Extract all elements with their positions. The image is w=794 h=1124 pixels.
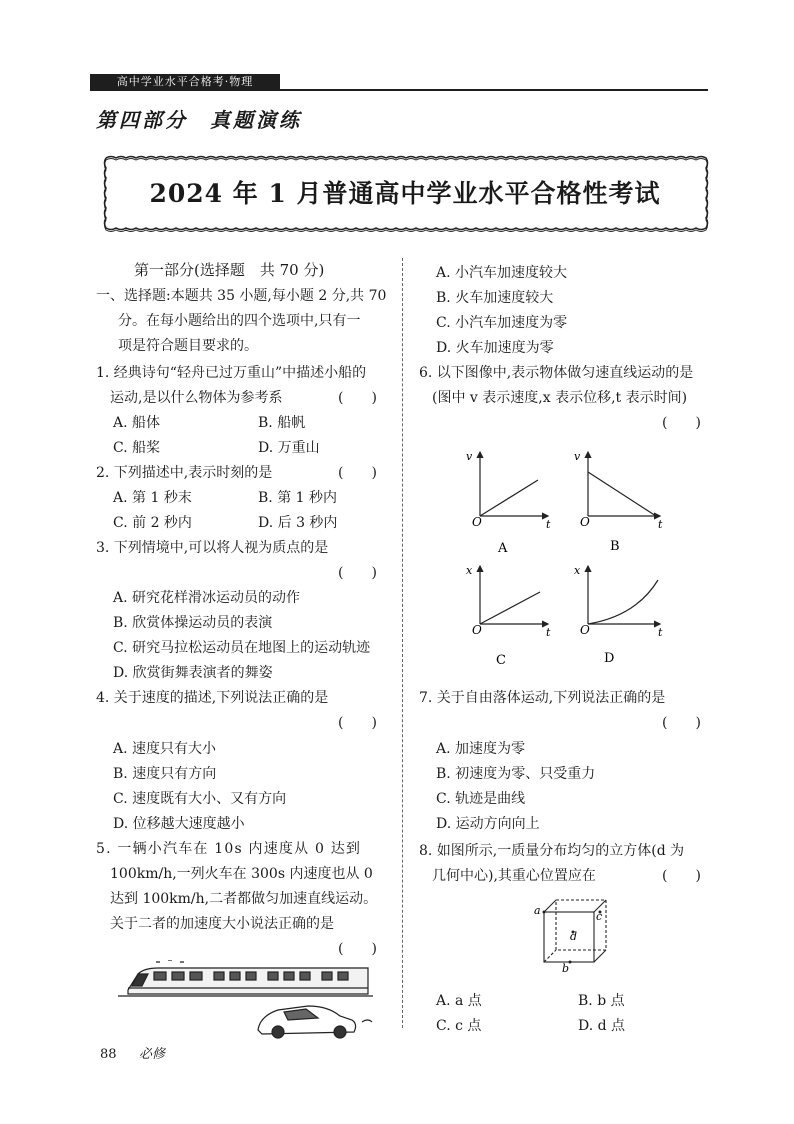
graph-a-origin: O [472, 515, 482, 529]
q2-option-c: C. 前 2 秒内 [113, 515, 192, 531]
q2-option-b: B. 第 1 秒内 [258, 490, 337, 506]
q3-option-d: D. 欣赏街舞表演者的舞姿 [113, 665, 273, 681]
instruction-line: 一、选择题:本题共 35 小题,每小题 2 分,共 70 [96, 288, 387, 304]
q5-stem: 5. 一辆小汽车在 10s 内速度从 0 达到 [96, 841, 362, 857]
q7-option-b: B. 初速度为零、只受重力 [436, 766, 596, 782]
q2-option-a: A. 第 1 秒末 [113, 490, 192, 506]
q1-option-c: C. 船桨 [113, 440, 161, 456]
exam-title: 2024 年 1 月普通高中学业水平合格性考试 [149, 179, 661, 208]
section-name: 真题演练 [210, 108, 302, 132]
q6-answer-blank: ( ) [662, 415, 701, 431]
graph-a-y-label: v [466, 450, 473, 463]
q8-answer-blank: ( ) [662, 868, 701, 884]
graph-c-x-label: t [546, 626, 551, 639]
cube-label-a: a [534, 904, 541, 917]
instructions [96, 284, 386, 359]
q5-option-c: C. 小汽车加速度为零 [436, 315, 568, 331]
q8-option-c: C. c 点 [436, 1018, 482, 1034]
q5-stem-4: 关于二者的加速度大小说法正确的是 [110, 916, 334, 932]
q3-option-b: B. 欣赏体操运动员的表演 [113, 615, 273, 631]
footer-label: 必修 [138, 1047, 165, 1062]
q8-option-a: A. a 点 [436, 993, 482, 1009]
part-title: 第一部分(选择题 共 70 分) [134, 261, 325, 279]
q4-answer-blank: ( ) [338, 715, 377, 731]
graph-a-x-label: t [546, 518, 551, 531]
q5-option-d: D. 火车加速度为零 [436, 340, 554, 356]
graph-b-origin: O [580, 515, 590, 529]
q2-stem: 2. 下列描述中,表示时刻的是 [96, 465, 273, 481]
q3-stem: 3. 下列情境中,可以将人视为质点的是 [96, 540, 329, 556]
page-number: 88 [100, 1047, 117, 1062]
graph-d-x-label: t [658, 626, 663, 639]
page-footer [100, 1043, 165, 1062]
q2-option-d: D. 后 3 秒内 [258, 515, 338, 531]
train-icon [118, 960, 373, 996]
graph-d-origin: O [580, 623, 590, 637]
cube-label-c: c [596, 910, 603, 923]
q7-option-a: A. 加速度为零 [436, 741, 526, 757]
q7-answer-blank: ( ) [662, 715, 701, 731]
graph-c [480, 566, 548, 624]
q4-option-c: C. 速度既有大小、又有方向 [113, 791, 287, 807]
q7-stem: 7. 关于自由落体运动,下列说法正确的是 [419, 690, 666, 706]
q8-option-d: D. d 点 [578, 1018, 626, 1034]
graph-d [588, 566, 660, 624]
q5-option-b: B. 火车加速度较大 [436, 290, 554, 306]
section-part: 第四部分 [96, 108, 188, 132]
q7-option-d: D. 运动方向向上 [436, 816, 540, 832]
graph-c-origin: O [472, 623, 482, 637]
q1-stem-2: 运动,是以什么物体为参考系 [110, 390, 283, 406]
q1-answer-blank: ( ) [338, 390, 377, 406]
instruction-line: 项是符合题目要求的。 [118, 338, 258, 354]
graph-c-label: C [496, 653, 506, 668]
graph-a-label: A [498, 541, 508, 556]
q8-stem-2: 几何中心),其重心位置应在 [432, 868, 596, 884]
cube-diagram [530, 892, 616, 976]
q4-stem: 4. 关于速度的描述,下列说法正确的是 [96, 690, 329, 706]
q3-answer-blank: ( ) [338, 565, 377, 581]
q8-stem: 8. 如图所示,一质量分布均匀的立方体(d 为 [419, 843, 685, 859]
graph-b-label: B [610, 539, 620, 554]
q5-answer-blank: ( ) [338, 941, 377, 957]
q5-stem-2: 100km/h,一列火车在 300s 内速度也从 0 [110, 866, 373, 882]
header-bar: 高中学业水平合格考·物理 [90, 74, 280, 90]
q3-option-a: A. 研究花样滑冰运动员的动作 [113, 590, 301, 606]
q4-option-a: A. 速度只有大小 [113, 741, 217, 757]
q6-graphs [460, 446, 690, 678]
car-icon [258, 1006, 372, 1038]
q5-option-a: A. 小汽车加速度较大 [436, 265, 568, 281]
q6-stem-2: (图中 v 表示速度,x 表示位移,t 表示时间) [432, 390, 688, 406]
graph-d-y-label: x [574, 564, 581, 577]
graph-a [480, 452, 548, 516]
q1-stem: 1. 经典诗句“轻舟已过万重山”中描述小船的 [96, 365, 367, 381]
cube-label-d: d [570, 930, 578, 943]
graph-b-x-label: t [658, 518, 663, 531]
train-car-illustration [118, 960, 378, 1040]
header-rule [90, 89, 708, 91]
cube-label-b: b [562, 962, 570, 975]
q4-option-d: D. 位移越大速度越小 [113, 816, 245, 832]
q2-answer-blank: ( ) [338, 465, 377, 481]
q1-option-d: D. 万重山 [258, 440, 320, 456]
q7-option-c: C. 轨迹是曲线 [436, 791, 526, 807]
q1-option-a: A. 船体 [113, 415, 161, 431]
column-divider [402, 258, 403, 1028]
graph-c-y-label: x [466, 564, 473, 577]
q5-stem-3: 达到 100km/h,二者都做匀加速直线运动。 [110, 891, 378, 907]
graph-b [588, 452, 660, 516]
q8-option-b: B. b 点 [578, 993, 625, 1009]
instruction-line: 分。在每小题给出的四个选项中,只有一 [118, 313, 361, 329]
q1-option-b: B. 船帆 [258, 415, 306, 431]
q4-option-b: B. 速度只有方向 [113, 766, 217, 782]
q3-option-c: C. 研究马拉松运动员在地图上的运动轨迹 [113, 640, 371, 656]
graph-b-y-label: v [574, 450, 581, 463]
section-title [96, 104, 302, 133]
graph-d-label: D [604, 651, 615, 666]
q6-stem: 6. 以下图像中,表示物体做匀速直线运动的是 [419, 365, 694, 381]
